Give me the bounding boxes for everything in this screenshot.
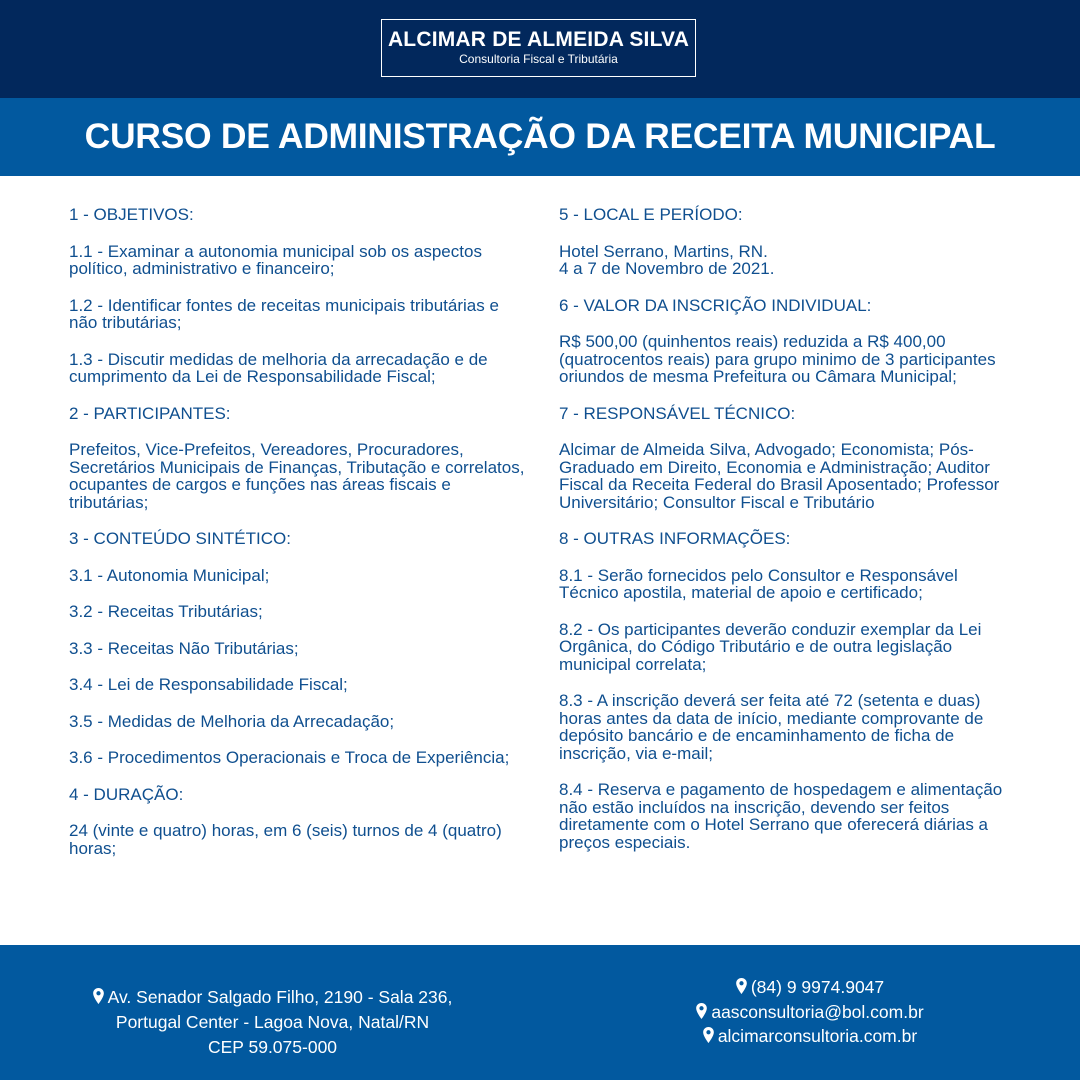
address-line-1 (70, 985, 475, 1010)
address-block (70, 985, 475, 1060)
brand-subtitle: Consultoria Fiscal e Tributária (459, 52, 618, 66)
address-street: Av. Senador Salgado Filho, 2190 - Sala 236, (107, 987, 453, 1007)
address-line-2: Portugal Center - Lagoa Nova, Natal/RN (115, 1012, 430, 1032)
section-item: R$ 500,00 (quinhentos reais) reduzida a R$ 400,00 (quatrocentos reais) para grupo minimo de 3 participantes oriundos de mesma Prefeitura ou Câmara Municipal; (559, 332, 996, 386)
section-item: 1.2 - Identificar fontes de receitas municipais tributárias e não tributárias; (69, 295, 499, 332)
section-item: 1.1 - Examinar a autonomia municipal sob os aspectos político, administrativo e financeiro; (69, 241, 482, 278)
section-item: 3.6 - Procedimentos Operacionais e Troca de Experiência; (69, 748, 510, 767)
section-item: 3.3 - Receitas Não Tributárias; (69, 638, 299, 658)
section-heading: 5 - LOCAL E PERÍODO: (559, 205, 743, 224)
section-item: 3.4 - Lei de Responsabilidade Fiscal; (69, 675, 348, 694)
address-cep: CEP 59.075-000 (207, 1037, 338, 1057)
section-item: 3.1 - Autonomia Municipal; (69, 565, 270, 585)
left-column (69, 206, 529, 876)
section-heading: 2 - PARTICIPANTES: (69, 403, 231, 423)
section-heading: 3 - CONTEÚDO SINTÉTICO: (69, 529, 291, 548)
section-item: 8.2 - Os participantes deverão conduzir exemplar da Lei Orgânica, do Código Tributário e de outra legislação municipal correlata; (559, 619, 982, 674)
phone-number: (84) 9 9974.9047 (750, 977, 885, 997)
section-heading: 1 - OBJETIVOS: (69, 205, 194, 224)
brand-logo (381, 19, 696, 77)
header-bar (0, 0, 1080, 98)
contact-phone[interactable] (610, 975, 1010, 1000)
section-item: Hotel Serrano, Martins, RN. 4 a 7 de Novembro de 2021. (559, 241, 775, 278)
map-pin-icon (703, 1027, 714, 1043)
section-item: 8.1 - Serão fornecidos pelo Consultor e Responsável Técnico apostila, material de apoio e certificado; (559, 565, 958, 602)
section-item: 8.3 - A inscrição deverá ser feita até 72 (setenta e duas) horas antes da data de início, mediante comprovante de depósito bancário e de encaminhamento de ficha de inscrição, via e-mail; (559, 691, 984, 763)
email-address: aasconsultoria@bol.com.br (711, 1001, 924, 1022)
contact-block (610, 975, 1010, 1049)
page-title: CURSO DE ADMINISTRAÇÃO DA RECEITA MUNICIPAL (84, 115, 996, 156)
website-url: alcimarconsultoria.com.br (717, 1026, 918, 1046)
section-item: 24 (vinte e quatro) horas, em 6 (seis) turnos de 4 (quatro) horas; (69, 821, 502, 858)
section-item: 8.4 - Reserva e pagamento de hospedagem e alimentação não estão incluídos na inscrição, devendo ser feitos diretamente com o Hotel Serrano que oferecerá diárias a preços especiais. (559, 780, 1003, 852)
footer (0, 945, 1080, 1080)
right-column (559, 206, 1019, 870)
map-pin-icon (93, 988, 104, 1004)
title-band (0, 98, 1080, 176)
section-item: 3.2 - Receitas Tributárias; (69, 602, 263, 621)
contact-email[interactable] (610, 1000, 1010, 1025)
section-item: Prefeitos, Vice-Prefeitos, Vereadores, Procuradores, Secretários Municipais de Finanças, Tributação e correlatos, ocupantes de cargos e funções nas áreas fiscais e tributárias; (69, 440, 525, 512)
contact-website[interactable] (610, 1024, 1010, 1049)
section-heading: 6 - VALOR DA INSCRIÇÃO INDIVIDUAL: (559, 295, 872, 315)
map-pin-icon (736, 978, 747, 994)
section-item: 1.3 - Discutir medidas de melhoria da arrecadação e de cumprimento da Lei de Responsabilidade Fiscal; (69, 349, 488, 386)
map-pin-icon (696, 1003, 707, 1019)
section-item: Alcimar de Almeida Silva, Advogado; Economista; Pós-Graduado em Direito, Economia e Administração; Auditor Fiscal da Receita Federal do Brasil Aposentado; Professor Universitário; Consultor Fiscal e Tributário (559, 440, 1000, 512)
section-heading: 8 - OUTRAS INFORMAÇÕES: (559, 529, 791, 548)
section-item: 3.5 - Medidas de Melhoria da Arrecadação; (69, 711, 395, 731)
section-heading: 7 - RESPONSÁVEL TÉCNICO: (559, 403, 796, 423)
course-content (0, 176, 1080, 944)
section-heading: 4 - DURAÇÃO: (69, 784, 184, 804)
brand-name: ALCIMAR DE ALMEIDA SILVA (387, 28, 690, 51)
